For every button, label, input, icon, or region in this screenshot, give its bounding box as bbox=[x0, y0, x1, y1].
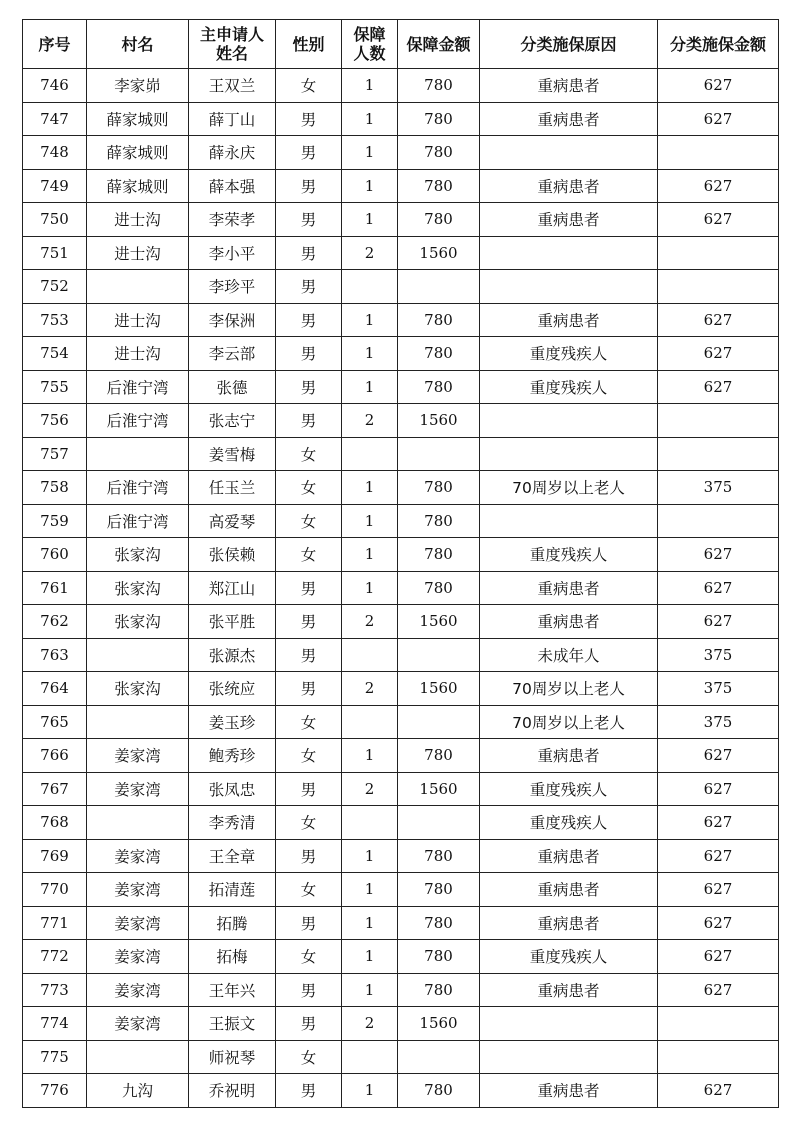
table-header-row bbox=[23, 20, 779, 69]
class-amount-cell: 627 bbox=[658, 303, 779, 337]
applicant-cell: 李珍平 bbox=[189, 270, 276, 304]
table-row bbox=[23, 270, 779, 304]
village-cell: 后淮宁湾 bbox=[87, 370, 189, 404]
amount-cell: 780 bbox=[398, 337, 480, 371]
gender-cell: 男 bbox=[276, 605, 342, 639]
serial-cell: 771 bbox=[23, 906, 87, 940]
class-amount-cell bbox=[658, 236, 779, 270]
persons-cell: 2 bbox=[342, 605, 398, 639]
class-amount-cell bbox=[658, 1007, 779, 1041]
persons-cell: 1 bbox=[342, 370, 398, 404]
amount-cell bbox=[398, 437, 480, 471]
serial-cell: 752 bbox=[23, 270, 87, 304]
gender-cell: 女 bbox=[276, 538, 342, 572]
serial-cell: 757 bbox=[23, 437, 87, 471]
serial-cell: 754 bbox=[23, 337, 87, 371]
applicant-cell: 拓梅 bbox=[189, 940, 276, 974]
amount-cell: 780 bbox=[398, 1074, 480, 1108]
applicant-cell: 李保洲 bbox=[189, 303, 276, 337]
reason-cell: 重病患者 bbox=[480, 571, 658, 605]
amount-cell: 780 bbox=[398, 973, 480, 1007]
serial-cell: 760 bbox=[23, 538, 87, 572]
village-cell bbox=[87, 806, 189, 840]
village-cell: 后淮宁湾 bbox=[87, 404, 189, 438]
persons-cell: 2 bbox=[342, 672, 398, 706]
gender-cell: 女 bbox=[276, 504, 342, 538]
class-amount-cell: 627 bbox=[658, 772, 779, 806]
table-row bbox=[23, 605, 779, 639]
amount-cell: 780 bbox=[398, 203, 480, 237]
persons-cell: 1 bbox=[342, 906, 398, 940]
serial-cell: 776 bbox=[23, 1074, 87, 1108]
applicant-cell: 薛丁山 bbox=[189, 102, 276, 136]
class-amount-cell: 627 bbox=[658, 973, 779, 1007]
village-cell: 姜家湾 bbox=[87, 940, 189, 974]
class-amount-cell bbox=[658, 270, 779, 304]
reason-cell: 重度残疾人 bbox=[480, 806, 658, 840]
table-row bbox=[23, 1007, 779, 1041]
class-amount-cell: 627 bbox=[658, 337, 779, 371]
serial-cell: 768 bbox=[23, 806, 87, 840]
village-cell bbox=[87, 705, 189, 739]
amount-cell: 1560 bbox=[398, 772, 480, 806]
gender-cell: 男 bbox=[276, 839, 342, 873]
persons-cell: 1 bbox=[342, 504, 398, 538]
class-amount-cell: 627 bbox=[658, 102, 779, 136]
amount-cell: 780 bbox=[398, 571, 480, 605]
gender-cell: 女 bbox=[276, 806, 342, 840]
persons-cell bbox=[342, 437, 398, 471]
table-row bbox=[23, 973, 779, 1007]
header-serial: 序号 bbox=[23, 20, 87, 69]
reason-cell: 重病患者 bbox=[480, 203, 658, 237]
persons-cell: 1 bbox=[342, 303, 398, 337]
gender-cell: 男 bbox=[276, 772, 342, 806]
reason-cell: 未成年人 bbox=[480, 638, 658, 672]
amount-cell: 1560 bbox=[398, 404, 480, 438]
village-cell: 姜家湾 bbox=[87, 873, 189, 907]
serial-cell: 766 bbox=[23, 739, 87, 773]
amount-cell: 1560 bbox=[398, 672, 480, 706]
serial-cell: 758 bbox=[23, 471, 87, 505]
serial-cell: 775 bbox=[23, 1040, 87, 1074]
village-cell: 姜家湾 bbox=[87, 739, 189, 773]
applicant-cell: 姜玉珍 bbox=[189, 705, 276, 739]
document-page bbox=[22, 19, 778, 1108]
amount-cell: 780 bbox=[398, 303, 480, 337]
serial-cell: 772 bbox=[23, 940, 87, 974]
class-amount-cell: 627 bbox=[658, 839, 779, 873]
persons-cell bbox=[342, 705, 398, 739]
amount-cell: 780 bbox=[398, 169, 480, 203]
class-amount-cell bbox=[658, 504, 779, 538]
amount-cell: 780 bbox=[398, 940, 480, 974]
reason-cell: 重病患者 bbox=[480, 605, 658, 639]
reason-cell: 重病患者 bbox=[480, 839, 658, 873]
village-cell bbox=[87, 437, 189, 471]
table-row bbox=[23, 839, 779, 873]
class-amount-cell: 375 bbox=[658, 638, 779, 672]
table-row bbox=[23, 571, 779, 605]
serial-cell: 748 bbox=[23, 136, 87, 170]
serial-cell: 749 bbox=[23, 169, 87, 203]
serial-cell: 773 bbox=[23, 973, 87, 1007]
serial-cell: 753 bbox=[23, 303, 87, 337]
serial-cell: 761 bbox=[23, 571, 87, 605]
serial-cell: 747 bbox=[23, 102, 87, 136]
table-row bbox=[23, 471, 779, 505]
gender-cell: 男 bbox=[276, 404, 342, 438]
table-row bbox=[23, 370, 779, 404]
persons-cell: 1 bbox=[342, 203, 398, 237]
reason-cell: 重病患者 bbox=[480, 973, 658, 1007]
persons-cell: 1 bbox=[342, 873, 398, 907]
class-amount-cell: 627 bbox=[658, 906, 779, 940]
persons-cell: 2 bbox=[342, 1007, 398, 1041]
reason-cell bbox=[480, 136, 658, 170]
table-row bbox=[23, 772, 779, 806]
applicant-cell: 张凤忠 bbox=[189, 772, 276, 806]
persons-cell: 1 bbox=[342, 471, 398, 505]
village-cell: 姜家湾 bbox=[87, 772, 189, 806]
village-cell: 进士沟 bbox=[87, 203, 189, 237]
reason-cell: 重病患者 bbox=[480, 169, 658, 203]
class-amount-cell: 627 bbox=[658, 571, 779, 605]
gender-cell: 男 bbox=[276, 1074, 342, 1108]
gender-cell: 女 bbox=[276, 69, 342, 103]
village-cell: 九沟 bbox=[87, 1074, 189, 1108]
amount-cell: 780 bbox=[398, 739, 480, 773]
village-cell: 后淮宁湾 bbox=[87, 504, 189, 538]
village-cell: 薛家城则 bbox=[87, 136, 189, 170]
class-amount-cell: 375 bbox=[658, 705, 779, 739]
serial-cell: 762 bbox=[23, 605, 87, 639]
amount-cell: 780 bbox=[398, 873, 480, 907]
village-cell bbox=[87, 638, 189, 672]
persons-cell: 1 bbox=[342, 571, 398, 605]
reason-cell bbox=[480, 1040, 658, 1074]
class-amount-cell: 375 bbox=[658, 471, 779, 505]
applicant-cell: 高爱琴 bbox=[189, 504, 276, 538]
serial-cell: 759 bbox=[23, 504, 87, 538]
gender-cell: 男 bbox=[276, 1007, 342, 1041]
class-amount-cell bbox=[658, 404, 779, 438]
beneficiary-table bbox=[22, 19, 779, 1108]
table-row bbox=[23, 638, 779, 672]
applicant-cell: 李小平 bbox=[189, 236, 276, 270]
reason-cell: 重度残疾人 bbox=[480, 772, 658, 806]
serial-cell: 764 bbox=[23, 672, 87, 706]
village-cell: 张家沟 bbox=[87, 605, 189, 639]
table-row bbox=[23, 940, 779, 974]
persons-cell: 1 bbox=[342, 940, 398, 974]
table-row bbox=[23, 203, 779, 237]
persons-cell: 1 bbox=[342, 69, 398, 103]
class-amount-cell bbox=[658, 437, 779, 471]
village-cell: 姜家湾 bbox=[87, 906, 189, 940]
gender-cell: 男 bbox=[276, 203, 342, 237]
applicant-cell: 薛本强 bbox=[189, 169, 276, 203]
table-body bbox=[23, 69, 779, 1108]
persons-cell: 1 bbox=[342, 973, 398, 1007]
reason-cell bbox=[480, 404, 658, 438]
village-cell: 姜家湾 bbox=[87, 973, 189, 1007]
reason-cell: 重病患者 bbox=[480, 69, 658, 103]
reason-cell: 70周岁以上老人 bbox=[480, 705, 658, 739]
applicant-cell: 王全章 bbox=[189, 839, 276, 873]
persons-cell: 2 bbox=[342, 404, 398, 438]
gender-cell: 女 bbox=[276, 739, 342, 773]
persons-cell: 1 bbox=[342, 102, 398, 136]
amount-cell bbox=[398, 705, 480, 739]
gender-cell: 男 bbox=[276, 236, 342, 270]
persons-cell bbox=[342, 806, 398, 840]
gender-cell: 男 bbox=[276, 169, 342, 203]
reason-cell: 重度残疾人 bbox=[480, 940, 658, 974]
reason-cell: 重病患者 bbox=[480, 873, 658, 907]
gender-cell: 女 bbox=[276, 873, 342, 907]
amount-cell: 780 bbox=[398, 839, 480, 873]
amount-cell: 780 bbox=[398, 471, 480, 505]
amount-cell bbox=[398, 270, 480, 304]
applicant-cell: 王双兰 bbox=[189, 69, 276, 103]
gender-cell: 男 bbox=[276, 370, 342, 404]
gender-cell: 女 bbox=[276, 437, 342, 471]
applicant-cell: 张德 bbox=[189, 370, 276, 404]
persons-cell: 1 bbox=[342, 337, 398, 371]
table-row bbox=[23, 169, 779, 203]
persons-cell: 1 bbox=[342, 739, 398, 773]
village-cell: 进士沟 bbox=[87, 236, 189, 270]
amount-cell: 780 bbox=[398, 69, 480, 103]
applicant-cell: 姜雪梅 bbox=[189, 437, 276, 471]
applicant-cell: 王振文 bbox=[189, 1007, 276, 1041]
class-amount-cell: 627 bbox=[658, 538, 779, 572]
class-amount-cell: 627 bbox=[658, 169, 779, 203]
serial-cell: 755 bbox=[23, 370, 87, 404]
reason-cell: 重病患者 bbox=[480, 303, 658, 337]
persons-cell: 1 bbox=[342, 538, 398, 572]
reason-cell: 重病患者 bbox=[480, 739, 658, 773]
gender-cell: 男 bbox=[276, 303, 342, 337]
applicant-cell: 张侯赖 bbox=[189, 538, 276, 572]
reason-cell bbox=[480, 270, 658, 304]
class-amount-cell: 627 bbox=[658, 806, 779, 840]
village-cell: 李家峁 bbox=[87, 69, 189, 103]
reason-cell: 重度残疾人 bbox=[480, 337, 658, 371]
table-row bbox=[23, 102, 779, 136]
reason-cell: 70周岁以上老人 bbox=[480, 672, 658, 706]
header-gender: 性别 bbox=[276, 20, 342, 69]
serial-cell: 763 bbox=[23, 638, 87, 672]
amount-cell: 780 bbox=[398, 136, 480, 170]
serial-cell: 770 bbox=[23, 873, 87, 907]
class-amount-cell: 627 bbox=[658, 605, 779, 639]
village-cell: 后淮宁湾 bbox=[87, 471, 189, 505]
gender-cell: 男 bbox=[276, 571, 342, 605]
table-row bbox=[23, 136, 779, 170]
class-amount-cell: 627 bbox=[658, 203, 779, 237]
applicant-cell: 张志宁 bbox=[189, 404, 276, 438]
class-amount-cell: 627 bbox=[658, 69, 779, 103]
village-cell: 张家沟 bbox=[87, 538, 189, 572]
applicant-cell: 薛永庆 bbox=[189, 136, 276, 170]
table-row bbox=[23, 337, 779, 371]
table-row bbox=[23, 1040, 779, 1074]
amount-cell bbox=[398, 1040, 480, 1074]
reason-cell: 重病患者 bbox=[480, 906, 658, 940]
village-cell: 张家沟 bbox=[87, 571, 189, 605]
serial-cell: 751 bbox=[23, 236, 87, 270]
header-applicant: 主申请人姓名 bbox=[189, 20, 276, 69]
applicant-cell: 拓腾 bbox=[189, 906, 276, 940]
persons-cell bbox=[342, 270, 398, 304]
applicant-cell: 张平胜 bbox=[189, 605, 276, 639]
amount-cell: 1560 bbox=[398, 605, 480, 639]
reason-cell bbox=[480, 504, 658, 538]
reason-cell: 重度残疾人 bbox=[480, 538, 658, 572]
table-row bbox=[23, 873, 779, 907]
applicant-cell: 李秀清 bbox=[189, 806, 276, 840]
applicant-cell: 李荣孝 bbox=[189, 203, 276, 237]
reason-cell bbox=[480, 236, 658, 270]
gender-cell: 女 bbox=[276, 471, 342, 505]
serial-cell: 769 bbox=[23, 839, 87, 873]
village-cell: 姜家湾 bbox=[87, 1007, 189, 1041]
applicant-cell: 鲍秀珍 bbox=[189, 739, 276, 773]
class-amount-cell bbox=[658, 1040, 779, 1074]
reason-cell: 70周岁以上老人 bbox=[480, 471, 658, 505]
amount-cell: 780 bbox=[398, 370, 480, 404]
header-village: 村名 bbox=[87, 20, 189, 69]
persons-cell: 2 bbox=[342, 236, 398, 270]
class-amount-cell: 627 bbox=[658, 873, 779, 907]
table-row bbox=[23, 1074, 779, 1108]
village-cell: 进士沟 bbox=[87, 337, 189, 371]
gender-cell: 女 bbox=[276, 940, 342, 974]
serial-cell: 756 bbox=[23, 404, 87, 438]
amount-cell: 1560 bbox=[398, 236, 480, 270]
village-cell: 张家沟 bbox=[87, 672, 189, 706]
persons-cell bbox=[342, 638, 398, 672]
gender-cell: 男 bbox=[276, 102, 342, 136]
serial-cell: 774 bbox=[23, 1007, 87, 1041]
applicant-cell: 师祝琴 bbox=[189, 1040, 276, 1074]
gender-cell: 男 bbox=[276, 337, 342, 371]
amount-cell bbox=[398, 638, 480, 672]
amount-cell: 1560 bbox=[398, 1007, 480, 1041]
table-row bbox=[23, 538, 779, 572]
amount-cell: 780 bbox=[398, 906, 480, 940]
class-amount-cell: 375 bbox=[658, 672, 779, 706]
class-amount-cell: 627 bbox=[658, 370, 779, 404]
header-reason: 分类施保原因 bbox=[480, 20, 658, 69]
persons-cell: 1 bbox=[342, 136, 398, 170]
persons-cell: 1 bbox=[342, 169, 398, 203]
village-cell bbox=[87, 1040, 189, 1074]
table-row bbox=[23, 303, 779, 337]
class-amount-cell: 627 bbox=[658, 1074, 779, 1108]
gender-cell: 女 bbox=[276, 705, 342, 739]
reason-cell bbox=[480, 1007, 658, 1041]
persons-cell bbox=[342, 1040, 398, 1074]
applicant-cell: 郑江山 bbox=[189, 571, 276, 605]
class-amount-cell bbox=[658, 136, 779, 170]
persons-cell: 2 bbox=[342, 772, 398, 806]
village-cell: 薛家城则 bbox=[87, 102, 189, 136]
amount-cell: 780 bbox=[398, 504, 480, 538]
table-row bbox=[23, 806, 779, 840]
applicant-cell: 拓清莲 bbox=[189, 873, 276, 907]
applicant-cell: 李云部 bbox=[189, 337, 276, 371]
reason-cell: 重病患者 bbox=[480, 1074, 658, 1108]
gender-cell: 男 bbox=[276, 638, 342, 672]
amount-cell bbox=[398, 806, 480, 840]
table-row bbox=[23, 437, 779, 471]
applicant-cell: 乔祝明 bbox=[189, 1074, 276, 1108]
reason-cell: 重病患者 bbox=[480, 102, 658, 136]
reason-cell bbox=[480, 437, 658, 471]
gender-cell: 男 bbox=[276, 270, 342, 304]
table-row bbox=[23, 672, 779, 706]
serial-cell: 750 bbox=[23, 203, 87, 237]
header-persons: 保障人数 bbox=[342, 20, 398, 69]
village-cell: 进士沟 bbox=[87, 303, 189, 337]
table-row bbox=[23, 906, 779, 940]
table-row bbox=[23, 404, 779, 438]
table-row bbox=[23, 705, 779, 739]
applicant-cell: 张源杰 bbox=[189, 638, 276, 672]
amount-cell: 780 bbox=[398, 102, 480, 136]
village-cell: 姜家湾 bbox=[87, 839, 189, 873]
table-row bbox=[23, 739, 779, 773]
header-amount: 保障金额 bbox=[398, 20, 480, 69]
table-row bbox=[23, 236, 779, 270]
persons-cell: 1 bbox=[342, 1074, 398, 1108]
applicant-cell: 张统应 bbox=[189, 672, 276, 706]
village-cell bbox=[87, 270, 189, 304]
serial-cell: 767 bbox=[23, 772, 87, 806]
table-row bbox=[23, 69, 779, 103]
reason-cell: 重度残疾人 bbox=[480, 370, 658, 404]
gender-cell: 女 bbox=[276, 1040, 342, 1074]
amount-cell: 780 bbox=[398, 538, 480, 572]
serial-cell: 746 bbox=[23, 69, 87, 103]
class-amount-cell: 627 bbox=[658, 940, 779, 974]
village-cell: 薛家城则 bbox=[87, 169, 189, 203]
applicant-cell: 任玉兰 bbox=[189, 471, 276, 505]
gender-cell: 男 bbox=[276, 906, 342, 940]
gender-cell: 男 bbox=[276, 136, 342, 170]
persons-cell: 1 bbox=[342, 839, 398, 873]
header-class-amount: 分类施保金额 bbox=[658, 20, 779, 69]
serial-cell: 765 bbox=[23, 705, 87, 739]
class-amount-cell: 627 bbox=[658, 739, 779, 773]
table-row bbox=[23, 504, 779, 538]
gender-cell: 男 bbox=[276, 672, 342, 706]
applicant-cell: 王年兴 bbox=[189, 973, 276, 1007]
gender-cell: 男 bbox=[276, 973, 342, 1007]
